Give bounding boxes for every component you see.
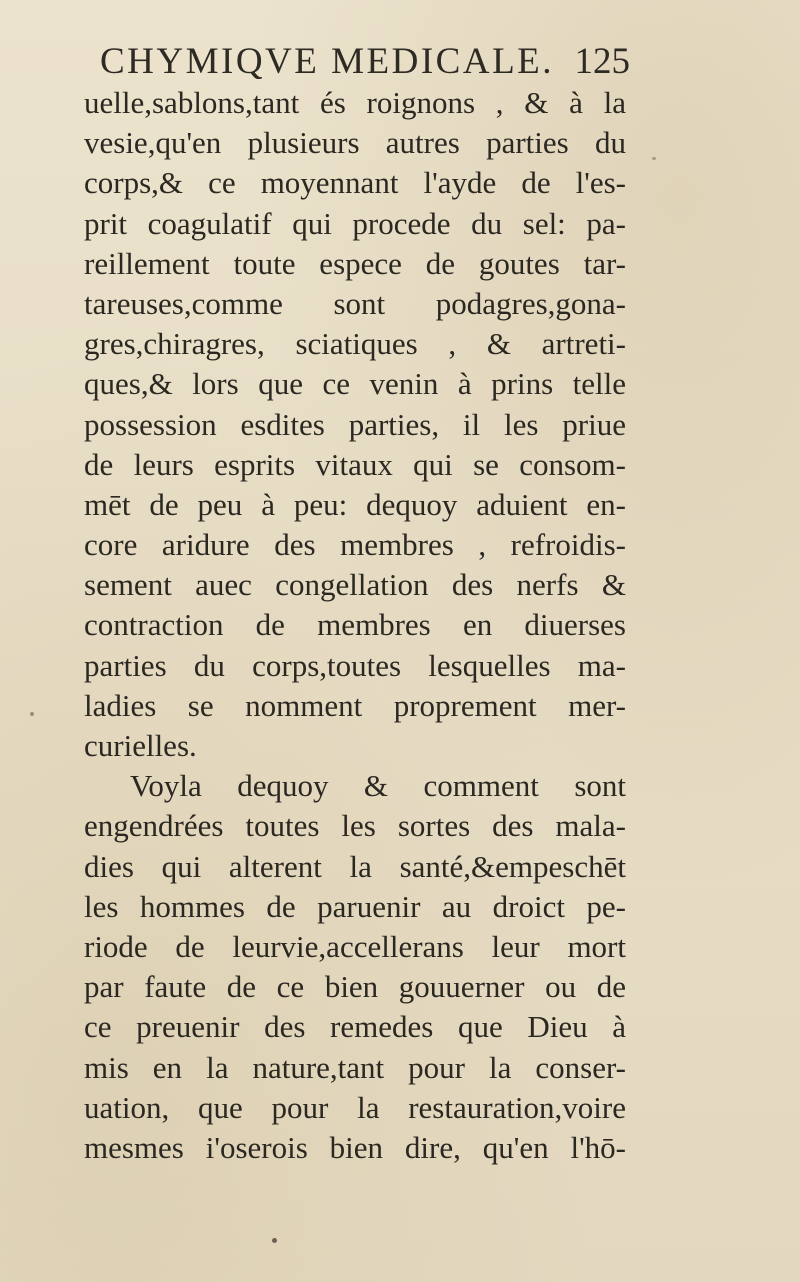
text-line: les hommes de paruenir au droict pe- bbox=[84, 888, 626, 924]
text-line: vesie,qu'en plusieurs autres parties du bbox=[84, 125, 626, 161]
paper-speck bbox=[30, 712, 34, 716]
text-line: mēt de peu à peu: dequoy aduient en- bbox=[84, 486, 626, 522]
text-line: core aridure des membres , refroidis- bbox=[84, 527, 626, 563]
text-line: uelle,sablons,tant és roignons , & à la bbox=[84, 85, 626, 120]
paper-speck bbox=[652, 157, 656, 160]
text-line: parties du corps,toutes lesquelles ma- bbox=[84, 647, 626, 683]
text-line: dies qui alterent la santé,&empeschēt bbox=[84, 848, 626, 884]
text-line: curielles. bbox=[84, 728, 197, 763]
text-line: reillement toute espece de goutes tar- bbox=[84, 245, 626, 281]
text-line: engendrées toutes les sortes des mala- bbox=[84, 808, 626, 844]
text-line: possession esdites parties, il les priue bbox=[84, 406, 626, 442]
text-line: tareuses,comme sont podagres,gona- bbox=[84, 285, 626, 321]
text-line: contraction de membres en diuerses bbox=[84, 607, 626, 643]
text-line: ladies se nomment proprement mer- bbox=[84, 687, 626, 723]
text-line: riode de leurvie,accellerans leur mort bbox=[84, 928, 626, 964]
paragraph-first-line: Voyla dequoy & comment sont bbox=[130, 768, 626, 804]
body-text bbox=[84, 83, 626, 1168]
text-line: de leurs esprits vitaux qui se consom- bbox=[84, 446, 626, 482]
text-line: mis en la nature,tant pour la conser- bbox=[84, 1049, 626, 1085]
running-head bbox=[100, 40, 630, 83]
text-line: mesmes i'oserois bien dire, qu'en l'hō- bbox=[84, 1129, 626, 1165]
page-number: 125 bbox=[574, 41, 630, 82]
text-line: par faute de ce bien gouuerner ou de bbox=[84, 969, 626, 1005]
text-line: ques,& lors que ce venin à prins telle bbox=[84, 366, 626, 402]
text-line: uation, que pour la restauration,voire bbox=[84, 1089, 626, 1125]
text-line: ce preuenir des remedes que Dieu à bbox=[84, 1009, 626, 1045]
text-line: prit coagulatif qui procede du sel: pa- bbox=[84, 205, 626, 241]
text-line: corps,& ce moyennant l'ayde de l'es- bbox=[84, 165, 626, 201]
text-line: gres,chiragres, sciatiques , & artreti- bbox=[84, 326, 626, 362]
running-head-title: CHYMIQVE MEDICALE. bbox=[100, 41, 555, 82]
paper-speck bbox=[272, 1238, 277, 1243]
text-line: sement auec congellation des nerfs & bbox=[84, 567, 626, 603]
